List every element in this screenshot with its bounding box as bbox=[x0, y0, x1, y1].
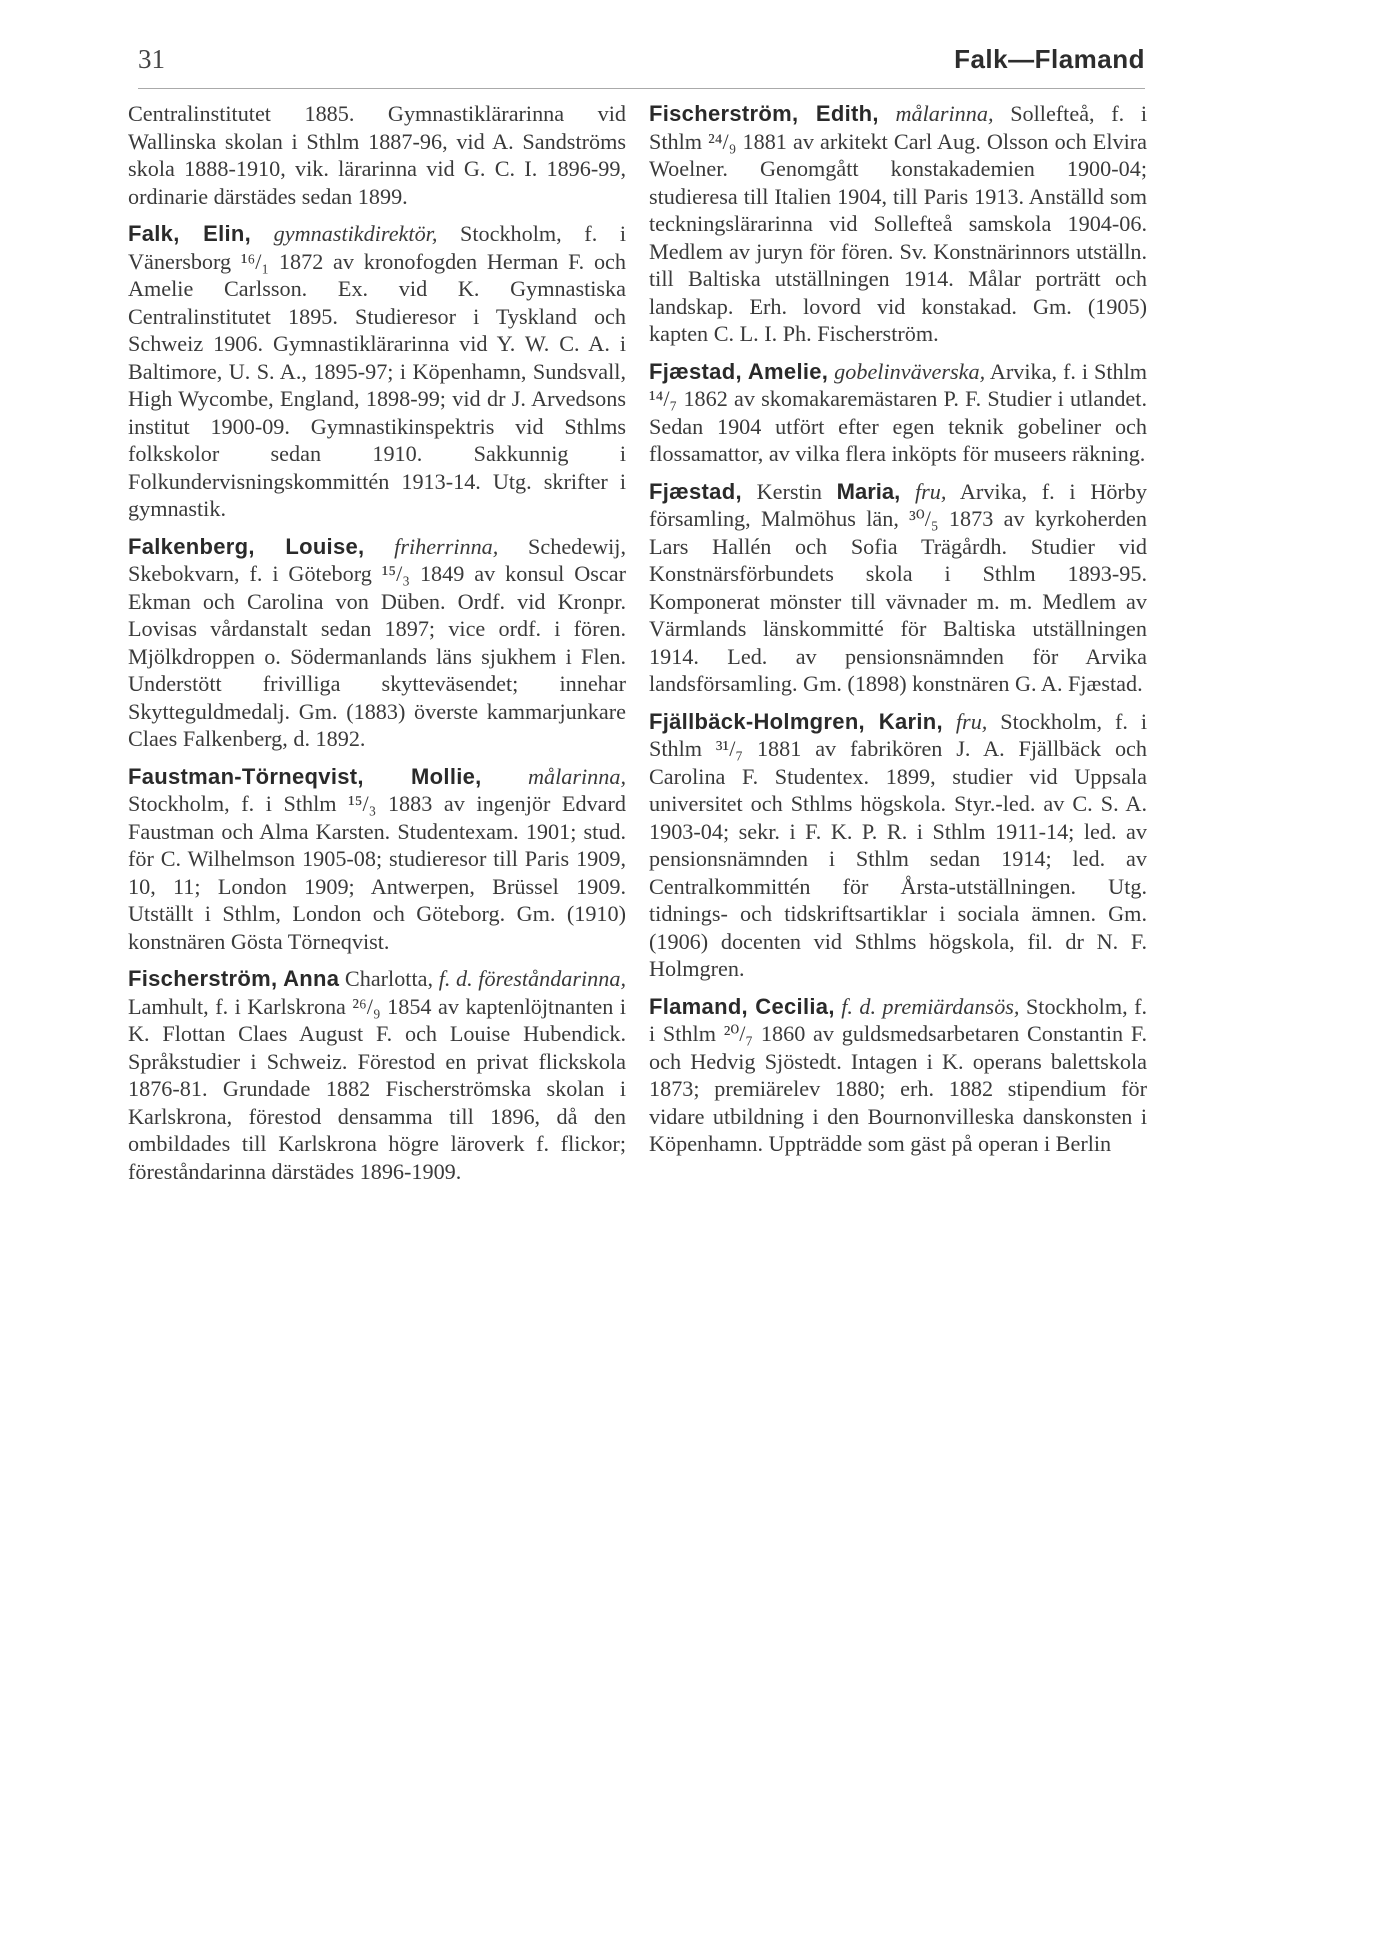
page-number: 31 bbox=[138, 44, 165, 74]
entry-body: Arvika, f. i Sthlm ¹⁴/₇ 1862 av skomakaremästaren P. F. Studier i utlandet. Sedan 1904 utfört efter egen teknik gobeliner och flossamattor, av vilka flera inköpts för museers räkning. bbox=[649, 358, 1147, 466]
entry-falk-elin bbox=[128, 220, 626, 523]
entry-body: Stockholm, f. i Sthlm ³¹/₇ 1881 av fabrikören J. A. Fjällbäck och Carolina F. Studentex. 1899, studier vid Uppsala universitet och Sthlms högskola. Styr.-led. av C. S. A. 1903-04; sekr. i F. K. P. R. i Sthlm 1911-14; led. av pensionsnämnden i Sthlm sedan 1914; led. av Centralkommittén för Årsta-utställningen. Utg. tidnings- och tidskriftsartiklar i sociala ämnen. Gm. (1906) docenten vid Sthlms högskola, fil. dr N. F. Holmgren. bbox=[649, 708, 1147, 981]
entry-body: Stockholm, f. i Sthlm ¹⁵/₃ 1883 av ingenjör Edvard Faustman och Alma Karsten. Studentexam. 1901; stud. för C. Wilhelmson 1905-08; studieresor till Paris 1909, 10, 11; London 1909; Antwerpen, Brüssel 1909. Utställt i Sthlm, London och Göteborg. Gm. (1910) konstnären Gösta Törneqvist. bbox=[128, 791, 626, 954]
entry-fischerstrom-edith bbox=[649, 100, 1147, 348]
entry-name: Fjæstad, bbox=[649, 478, 742, 504]
entry-name-second: Maria, bbox=[836, 478, 901, 504]
entry-title: f. d. föreståndarinna, bbox=[438, 966, 627, 991]
entry-title: målarinna, bbox=[895, 101, 994, 126]
entry-flamand-cecilia bbox=[649, 993, 1147, 1158]
entry-fjallback-holmgren bbox=[649, 708, 1147, 983]
entry-name: Falkenberg, Louise, bbox=[128, 533, 365, 559]
entry-name: Falk, Elin, bbox=[128, 221, 252, 246]
entry-body: Schedewij, Skebokvarn, f. i Göteborg ¹⁵/₃ 1849 av konsul Oscar Ekman och Carolina von Düben. Ordf. vid Kronpr. Lovisas vårdanstalt sedan 1897; vice ordf. i fören. Mjölkdroppen o. Södermanlands läns sjukhem i Flen. Understött frivilliga skytteväsendet; innehar Skytteguldmedalj. Gm. (1883) överste kammarjunkare Claes Falkenberg, d. 1892. bbox=[128, 533, 627, 751]
entry-title: fru, bbox=[914, 478, 947, 504]
entry-title: fru, bbox=[955, 708, 988, 734]
entry-title: f. d. premiärdansös, bbox=[841, 993, 1020, 1019]
entry-name: Fischerström, Anna bbox=[128, 966, 340, 991]
entry-body: Sollefteå, f. i Sthlm ²⁴/₉ 1881 av arkitekt Carl Aug. Olsson och Elvira Woelner. Genomgått konstakademien 1900-04; studieresa till Italien 1904, till Paris 1913. Anställd som teckningslärarinna vid Sollefteå samskola 1904-06. Medlem av juryn för fören. Sv. Konstnärinnors utställn. till Baltiska utställningen 1914. Målar porträtt och landskap. Erh. lovord vid konstakad. Gm. (1905) kapten C. L. I. Ph. Fischerström. bbox=[649, 101, 1148, 346]
entry-fischerstrom-anna bbox=[128, 965, 626, 1185]
entry-body: Stockholm, f. i Vänersborg ¹⁶/₁ 1872 av kronofogden Herman F. och Amelie Carlsson. Ex. vid K. Gymnastiska Centralinstitutet 1895. Studieresor i Tyskland och Schweiz 1906. Gymnastiklärarinna vid Y. W. C. A. i Baltimore, U. S. A., 1895-97; i Köpenhamn, Sundsvall, High Wycombe, England, 1898-99; vid dr J. Arvedsons institut 1900-09. Gymnastikinspektris vid Sthlms folkskolor sedan 1910. Sakkunnig i Folkundervisningskommittén 1913-14. Utg. skrifter i gymnastik. bbox=[128, 221, 627, 521]
entry-continuation bbox=[128, 100, 626, 210]
entry-body: Stockholm, f. i Sthlm ²⁰/₇ 1860 av guldsmedsarbetaren Constantin F. och Hedvig Sjöstedt. Intagen i K. operans balettskola 1873; premiärelev 1880; erh. 1882 stipendium för vidare utbildning i den Bournonvilleska danskonsten i Köpenhamn. Uppträdde som gäst på operan i Berlin bbox=[649, 993, 1148, 1156]
right-column bbox=[649, 100, 1147, 1168]
running-head: Falk—Flamand bbox=[954, 44, 1145, 74]
entry-body: Lamhult, f. i Karlskrona ²⁶/₉ 1854 av kaptenlöjtnanten i K. Flottan Claes August F. och Louise Hubendick. Språkstudier i Schweiz. Förestod en privat flickskola 1876-81. Grundade 1882 Fischerströmska skolan i Karlskrona, förestod densamma till 1896, då den ombildades till Karlskrona högre läroverk f. flickor; föreståndarinna därstädes 1896-1909. bbox=[128, 993, 626, 1184]
entry-title: friherrinna, bbox=[394, 533, 499, 559]
entry-falkenberg-louise bbox=[128, 533, 626, 753]
entry-faustman-tornequist bbox=[128, 763, 626, 956]
entry-name: Flamand, Cecilia, bbox=[649, 993, 835, 1019]
entry-fjaestad-maria bbox=[649, 478, 1147, 698]
entry-name: Fjæstad, Amelie, bbox=[649, 358, 829, 384]
entry-title: målarinna, bbox=[527, 763, 626, 789]
entry-given-name: Kerstin bbox=[756, 478, 822, 504]
entry-name: Fjällbäck-Holmgren, Karin, bbox=[649, 708, 943, 734]
entry-given-name: Charlotta, bbox=[344, 966, 434, 991]
entry-body: Centralinstitutet 1885. Gymnastiklärarinna vid Wallinska skolan i Sthlm 1887-96, vid A. Sandströms skola 1888-1910, vik. lärarinna vid G. C. I. 1896-99, ordinarie därstädes sedan 1899. bbox=[128, 101, 626, 209]
entry-name: Faustman-Törneqvist, Mollie, bbox=[128, 763, 482, 789]
entry-name: Fischerström, Edith, bbox=[649, 101, 879, 126]
entry-title: gobelinväverska, bbox=[834, 358, 986, 384]
header-rule bbox=[138, 88, 1145, 89]
entry-fjaestad-amelie bbox=[649, 358, 1147, 468]
entry-title: gymnastikdirektör, bbox=[273, 221, 438, 246]
left-column bbox=[128, 100, 626, 1195]
entry-body: Arvika, f. i Hörby församling, Malmöhus län, ³⁰/₅ 1873 av kyrkoherden Lars Hallén och Sofia Trägårdh. Studier vid Konstnärsförbundets skola i Sthlm 1893-95. Komponerat mönster till vävnader m. m. Medlem av Värmlands länskommitté för Baltiska utställningen 1914. Led. av pensionsnämnden för Arvika landsförsamling. Gm. (1898) konstnären G. A. Fjæstad. bbox=[649, 478, 1148, 696]
